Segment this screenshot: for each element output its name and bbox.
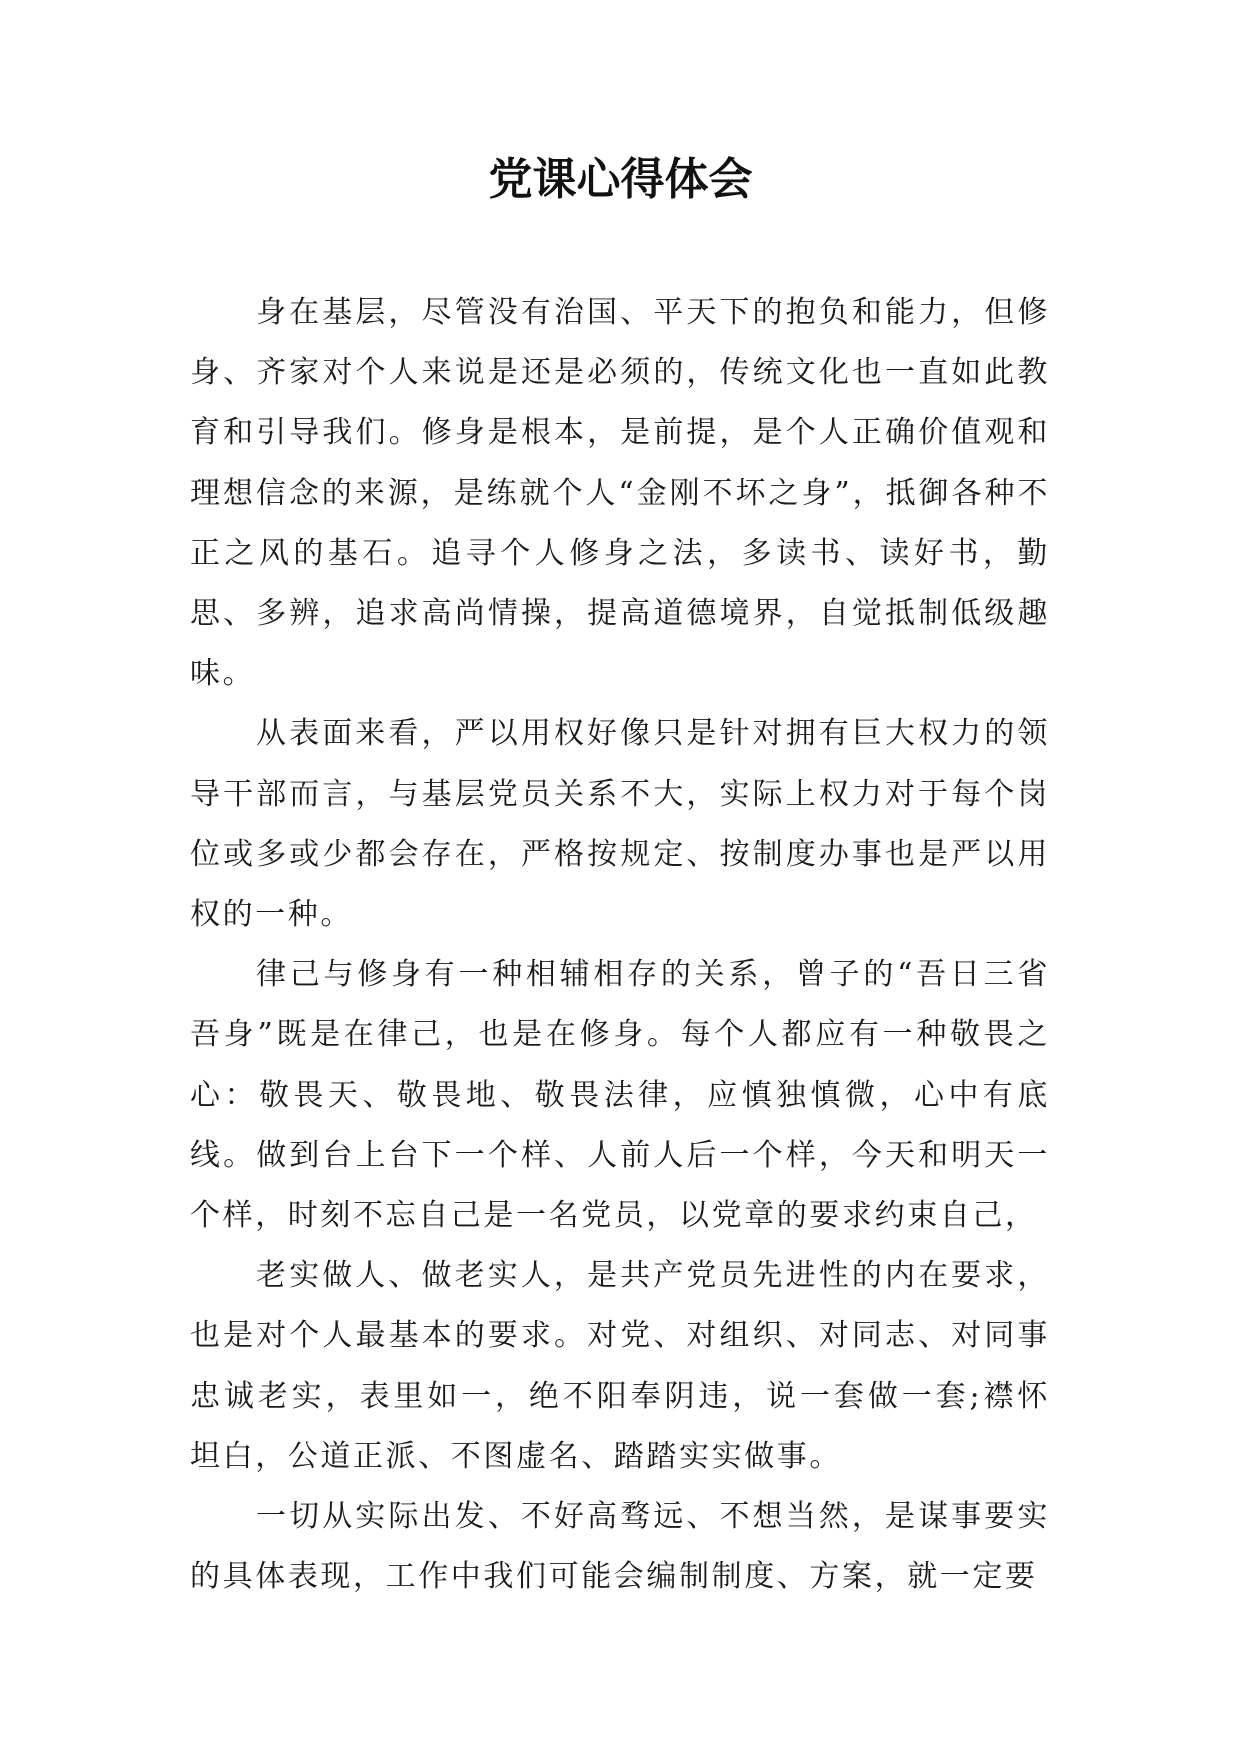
paragraph: 身在基层，尽管没有治国、平天下的抱负和能力，但修身、齐家对个人来说是还是必须的，传统文化也一直如此教育和引导我们。修身是根本，是前提，是个人正确价值观和理想信念的来源，是练就个人“金刚不坏之身”，抵御各种不正之风的基石。追寻个人修身之法，多读书、读好书，勤思、多辨，追求高尚情操，提高道德境界，自觉抵制低级趣味。 xyxy=(190,295,1050,692)
paragraph: 老实做人、做老实人，是共产党员先进性的内在要求，也是对个人最基本的要求。对党、对组织、对同志、对同事忠诚老实，表里如一，绝不阳奉阴违，说一套做一套;襟怀坦白，公道正派、不图虚名、踏踏实实做事。 xyxy=(190,1258,1050,1474)
paragraph: 一切从实际出发、不好高骛远、不想当然，是谋事要实的具体表现，工作中我们可能会编制制度、方案，就一定要 xyxy=(190,1499,1050,1595)
paragraph: 律己与修身有一种相辅相存的关系，曾子的“吾日三省吾身”既是在律己，也是在修身。每个人都应有一种敬畏之心：敬畏天、敬畏地、敬畏法律，应慎独慎微，心中有底线。做到台上台下一个样、人前人后一个样，今天和明天一个样，时刻不忘自己是一名党员，以党章的要求约束自己， xyxy=(190,957,1050,1234)
paragraph: 从表面来看，严以用权好像只是针对拥有巨大权力的领导干部而言，与基层党员关系不大，实际上权力对于每个岗位或多或少都会存在，严格按规定、按制度办事也是严以用权的一种。 xyxy=(190,716,1050,933)
document-body xyxy=(190,283,1050,1607)
document-title: 党课心得体会 xyxy=(488,154,753,205)
